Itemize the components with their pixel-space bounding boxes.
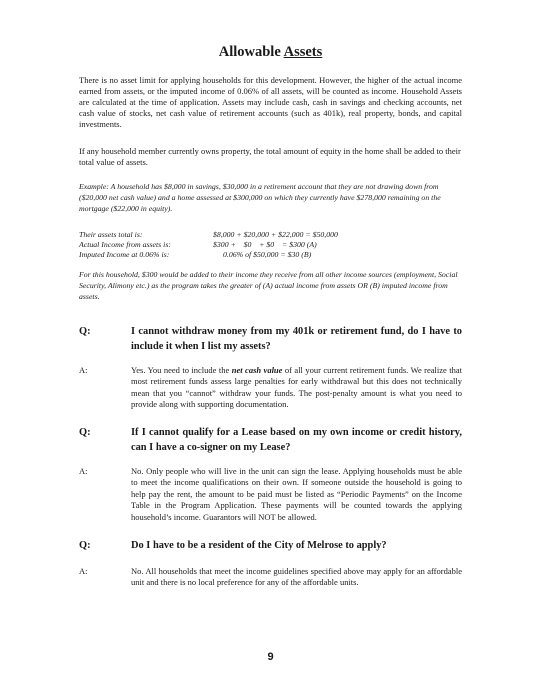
example-paragraph: Example: A household has $8,000 in savings, $30,000 in a retirement account that they are not drawing down from ($20,000 net cash value) and a home assessed at $300,000 on which they currently have $278,000 remaining on the mortgage ($22,000 in equity). <box>79 182 441 213</box>
answer-label: A: <box>79 566 88 576</box>
calc-row-imputed <box>79 250 462 260</box>
faq-answer-3 <box>79 566 462 589</box>
question-label: Q: <box>79 540 91 551</box>
answer-text: No. All households that meet the income guidelines specified above may apply for an affordable unit and there is no local preference for any of the affordable units. <box>131 566 462 588</box>
calc-value: $8,000 + $20,000 + $22,000 = $50,000 <box>213 230 338 239</box>
answer-text <box>131 365 462 411</box>
intro-paragraph-2: If any household member currently owns property, the total amount of equity in the home shall be added to their total value of assets. <box>79 146 461 167</box>
question-label: Q: <box>79 326 91 337</box>
answer-text-end: of all your current retirement funds. We realize that most retirement funds assess large penalties for early withdrawal but this does not technically mean that you “cannot” withdraw your funds. The post-penalty amount is what you need to provide along with supporting documentation. <box>131 365 463 410</box>
calc-label: Imputed Income at 0.06% is: <box>79 250 170 260</box>
intro-paragraph-1: There is no asset limit for applying households for this development. However, the higher of the actual income earned from assets, or the imputed income of 0.06% of all assets, will be counted as income. Household Assets are calculated at the time of application. Assets may include cash, cash in savings and checking accounts, net cash value of stocks, net cash value of retirement accounts (such as 401k), real property, bonds, and capital investments. <box>79 75 462 129</box>
example-note: For this household, $300 would be added to their income they receive from all other income sources (employment, Social Security, Alimony etc.) as the program takes the greater of (A) actual income from assets OR (B) imputed income from assets. <box>79 270 458 301</box>
question-text: If I cannot qualify for a Lease based on my own income or credit history, can I have a co-signer on my Lease? <box>131 427 462 453</box>
page-title <box>0 44 541 61</box>
answer-label: A: <box>79 365 88 375</box>
page-number: 9 <box>267 651 274 663</box>
answer-text: No. Only people who will live in the unit can sign the lease. Applying households must be able to meet the income qualifications on their own. If someone outside the household is going to help pay the rent, the amount to be paid must be listed as “Periodic Payments” on the Income Table in the Program Application. These payments will be counted towards the applying household’s income. Guarantors will NOT be allowed. <box>131 466 462 522</box>
faq-question-2 <box>79 425 462 455</box>
calc-label: Actual Income from assets is: <box>79 240 171 250</box>
calc-value: $300 + $0 + $0 = $300 (A) <box>213 240 317 250</box>
title-word-2: Assets <box>283 44 323 60</box>
calc-row-total <box>79 230 462 240</box>
calc-label: Their assets total is: <box>79 230 143 239</box>
faq-question-1 <box>79 324 462 354</box>
question-text: I cannot withdraw money from my 401k or retirement fund, do I have to include it when I list my assets? <box>131 326 462 352</box>
calc-row-actual <box>79 240 462 250</box>
question-label: Q: <box>79 427 91 438</box>
answer-label: A: <box>79 466 88 476</box>
faq-question-3 <box>79 538 462 553</box>
answer-emphasis: net cash value <box>231 365 283 375</box>
answer-text-start: Yes. You need to include the <box>131 365 230 375</box>
question-text: Do I have to be a resident of the City of Melrose to apply? <box>131 540 387 551</box>
faq-answer-1 <box>79 365 462 411</box>
title-word-1: Allowable <box>218 44 281 60</box>
asset-calculation <box>79 230 462 261</box>
faq-answer-2 <box>79 466 462 523</box>
calc-value: 0.06% of $50,000 = $30 (B) <box>223 250 312 260</box>
